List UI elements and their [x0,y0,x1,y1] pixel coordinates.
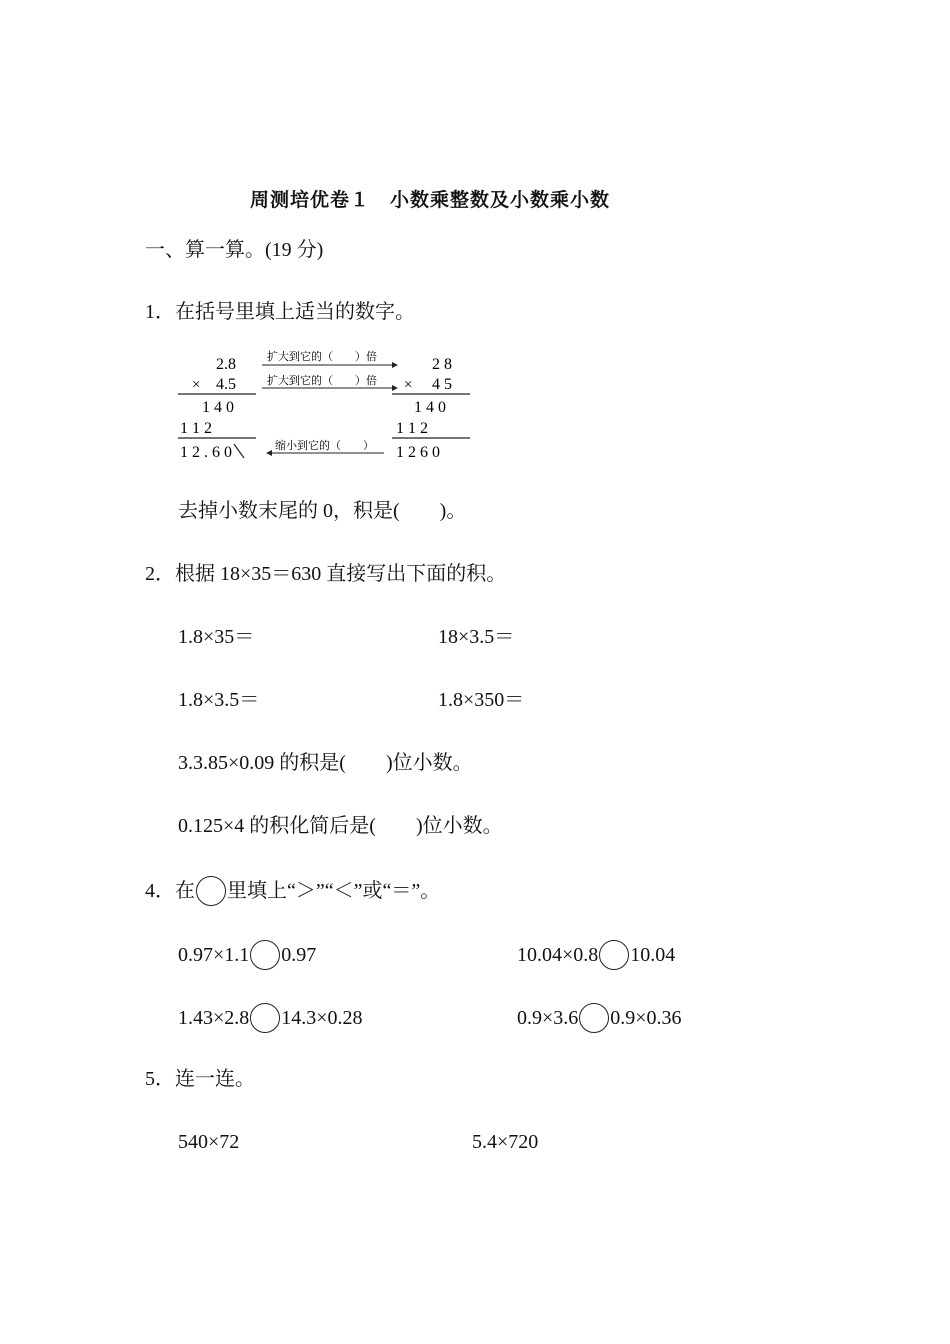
compare-circle-icon[interactable] [579,1003,609,1033]
compare-circle-icon[interactable] [250,940,280,970]
left-factor-1: 2.8 [216,356,236,373]
question-4-prompt [145,876,440,906]
right-times-sign: × [404,377,413,393]
question-3-line-1: 3.3.85×0.09 的积是( )位小数。 [178,752,473,774]
q4-item-3 [178,1003,363,1033]
arrow-top-1-head [392,362,398,368]
q4-item-4-left: 0.9×3.6 [517,1007,579,1029]
page-title: 周测培优卷１ 小数乘整数及小数乘小数 [250,190,611,211]
q4-item-2-left: 10.04×0.8 [517,944,599,966]
left-partial-2: 1 1 2 [180,420,212,437]
compare-circle-icon[interactable] [599,940,629,970]
question-5-prompt: 5．连一连。 [145,1068,255,1090]
right-factor-1: 2 8 [432,356,452,373]
q4-prompt-before: 4．在 [145,880,195,902]
q5-item-1[interactable]: 540×72 [178,1131,240,1153]
q2-item-3: 1.8×3.5＝ [178,689,260,711]
right-factor-2: 4 5 [432,376,452,393]
q2-item-1: 1.8×35＝ [178,626,255,648]
compare-circle-icon[interactable] [250,1003,280,1033]
question-2-prompt: 2．根据 18×35＝630 直接写出下面的积。 [145,563,507,585]
question-1-prompt: 1．在括号里填上适当的数字。 [145,301,415,323]
q4-item-1-right: 0.97 [281,944,317,966]
q4-item-1 [178,940,316,970]
q4-item-4 [517,1003,682,1033]
q4-item-1-left: 0.97×1.1 [178,944,250,966]
q4-item-2-right: 10.04 [630,944,676,966]
left-times-sign: × [192,377,201,393]
section-heading: 一、算一算。(19 分) [145,239,324,261]
q5-item-2[interactable]: 5.4×720 [472,1131,539,1153]
left-factor-2: 4.5 [216,376,236,393]
q4-item-4-right: 0.9×0.36 [610,1007,682,1029]
q2-item-2: 18×3.5＝ [438,626,515,648]
question-3-line-2: 0.125×4 的积化简后是( )位小数。 [178,815,503,837]
right-partial-2: 1 1 2 [396,420,428,437]
question-1-answer-line: 去掉小数末尾的 0，积是( )。 [178,500,467,522]
arrow-label-bottom: 缩小到它的（ ） [275,439,374,452]
q4-item-3-right: 14.3×0.28 [281,1007,363,1029]
left-result: 1 2 . 6 0 [180,444,232,461]
multiplication-diagram [170,345,490,465]
arrow-bottom-head [266,450,272,456]
arrow-label-top-1: 扩大到它的（ ）倍 [267,350,377,363]
q4-prompt-after: 里填上“＞”“＜”或“＝”。 [227,880,441,902]
compare-circle-icon [196,876,226,906]
q4-item-3-left: 1.43×2.8 [178,1007,250,1029]
q2-item-4: 1.8×350＝ [438,689,525,711]
arrow-top-2-head [392,385,398,391]
left-partial-1: 1 4 0 [202,399,234,416]
right-result: 1 2 6 0 [396,444,440,461]
q4-item-2 [517,940,675,970]
arrow-label-top-2: 扩大到它的（ ）倍 [267,374,377,387]
strike-zero-mark [234,444,244,458]
right-partial-1: 1 4 0 [414,399,446,416]
